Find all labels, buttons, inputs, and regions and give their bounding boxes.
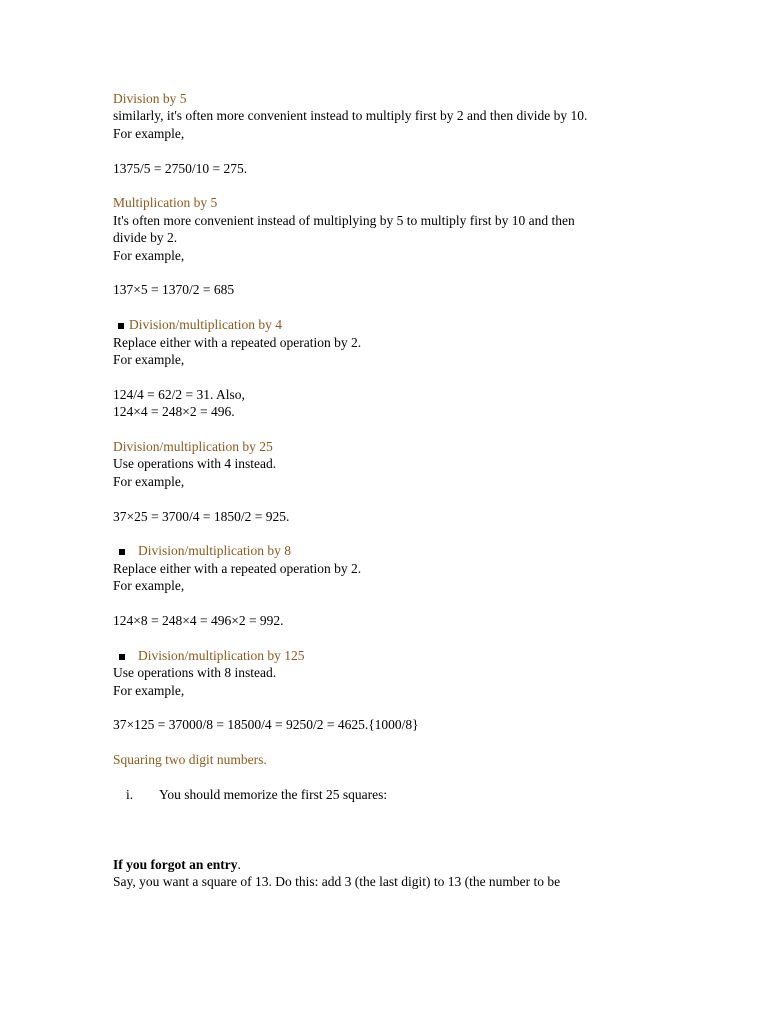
heading-multiplication-by-5: Multiplication by 5 <box>113 195 218 211</box>
forgot-entry-heading <box>113 856 733 873</box>
bullet-item-div-mul-4 <box>113 316 733 333</box>
blank-line <box>113 299 733 316</box>
heading-div-mul-8: Division/multiplication by 8 <box>138 543 291 559</box>
paragraph-line: For example, <box>113 125 185 141</box>
blank-line <box>113 525 733 542</box>
bold-heading-text: If you forgot an entry <box>113 856 238 872</box>
paragraph-line: Use operations with 4 instead. <box>113 456 277 472</box>
square-bullet-icon <box>119 549 125 555</box>
example-equation: 37×125 = 37000/8 = 18500/4 = 9250/2 = 4625.{1000/8} <box>113 717 419 733</box>
heading-div-mul-4: Division/multiplication by 4 <box>129 317 282 333</box>
example-equation: 37×25 = 3700/4 = 1850/2 = 925. <box>113 508 290 524</box>
example-equation: 124×4 = 248×2 = 496. <box>113 404 235 420</box>
heading-div-mul-125: Division/multiplication by 125 <box>138 647 305 663</box>
paragraph-line: divide by 2. <box>113 230 178 246</box>
example-equation: 124×8 = 248×4 = 496×2 = 992. <box>113 613 284 629</box>
paragraph-line: Replace either with a repeated operation by 2. <box>113 334 362 350</box>
heading-punctuation: . <box>237 856 241 872</box>
square-bullet-icon <box>119 654 125 660</box>
blank-line <box>113 769 733 786</box>
example-equation: 1375/5 = 2750/10 = 275. <box>113 160 248 176</box>
blank-line <box>113 421 733 438</box>
blank-line <box>113 821 733 838</box>
blank-line <box>113 490 733 507</box>
blank-line <box>113 142 733 159</box>
paragraph-line: Say, you want a square of 13. Do this: add 3 (the last digit) to 13 (the number to be <box>113 874 561 890</box>
blank-line <box>113 264 733 281</box>
bullet-item-div-mul-8 <box>113 542 733 559</box>
list-item-number: i. <box>126 787 134 803</box>
paragraph-line: For example, <box>113 247 185 263</box>
blank-line <box>113 629 733 646</box>
paragraph-line: For example, <box>113 682 185 698</box>
paragraph-line: It's often more convenient instead of multiplying by 5 to multiply first by 10 and then <box>113 212 575 228</box>
square-bullet-icon <box>118 323 124 329</box>
heading-div-mul-25: Division/multiplication by 25 <box>113 439 273 455</box>
example-equation: 137×5 = 1370/2 = 685 <box>113 282 235 298</box>
list-item-text: You should memorize the first 25 squares: <box>159 787 388 803</box>
blank-line <box>113 734 733 751</box>
paragraph-line: Replace either with a repeated operation by 2. <box>113 560 362 576</box>
blank-line <box>113 803 733 820</box>
example-equation: 124/4 = 62/2 = 31. Also, <box>113 386 245 402</box>
paragraph-line: For example, <box>113 352 185 368</box>
blank-line <box>113 838 733 855</box>
numbered-list-item <box>113 786 733 803</box>
bullet-item-div-mul-125 <box>113 647 733 664</box>
blank-line <box>113 595 733 612</box>
paragraph-line: For example, <box>113 473 185 489</box>
heading-division-by-5: Division by 5 <box>113 91 187 106</box>
blank-line <box>113 368 733 385</box>
paragraph-line: For example, <box>113 578 185 594</box>
blank-line <box>113 699 733 716</box>
document-content <box>113 90 733 890</box>
paragraph-line: similarly, it's often more convenient instead to multiply first by 2 and then divide by 10. <box>113 108 588 124</box>
heading-squaring-two-digit: Squaring two digit numbers. <box>113 752 267 768</box>
blank-line <box>113 177 733 194</box>
paragraph-line: Use operations with 8 instead. <box>113 665 277 681</box>
